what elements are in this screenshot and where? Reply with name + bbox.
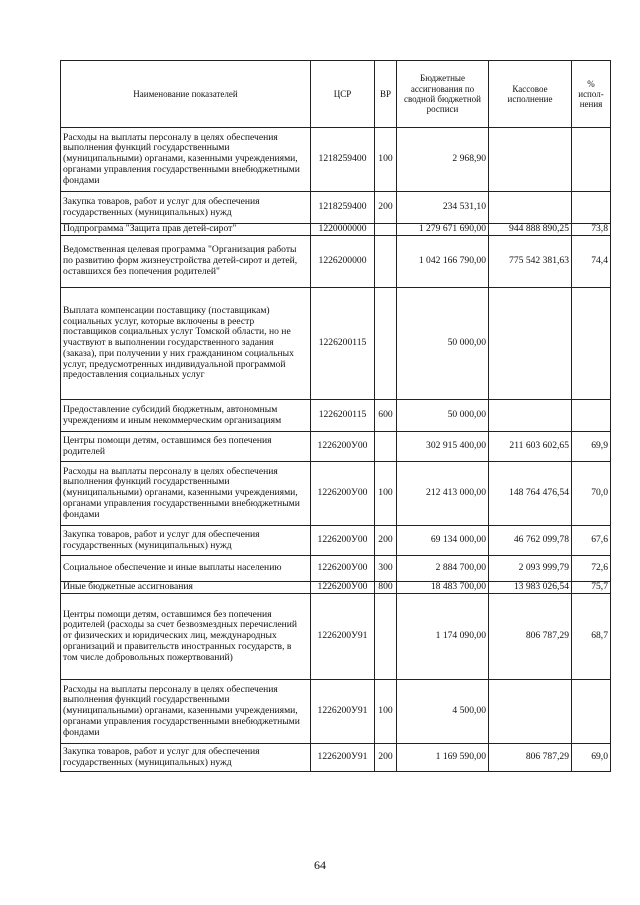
row-cash: 46 762 099,78 — [489, 526, 572, 556]
row-csr: 1218259400 — [311, 192, 375, 224]
row-percent: 67,6 — [572, 526, 611, 556]
row-vr: 100 — [375, 680, 397, 744]
row-vr — [375, 432, 397, 462]
row-vr — [375, 288, 397, 400]
row-cash: 211 603 602,65 — [489, 432, 572, 462]
table-row — [61, 594, 611, 680]
row-allocations: 1 174 090,00 — [397, 594, 489, 680]
row-cash: 775 542 381,63 — [489, 236, 572, 288]
row-percent: 70,0 — [572, 462, 611, 526]
header-csr: ЦСР — [311, 61, 375, 128]
table-row — [61, 224, 611, 236]
row-csr: 1226200000 — [311, 236, 375, 288]
row-allocations: 302 915 400,00 — [397, 432, 489, 462]
row-csr: 1226200У00 — [311, 432, 375, 462]
row-allocations: 212 413 000,00 — [397, 462, 489, 526]
row-csr: 1226200У00 — [311, 582, 375, 594]
row-allocations: 4 500,00 — [397, 680, 489, 744]
row-allocations: 18 483 700,00 — [397, 582, 489, 594]
row-vr: 100 — [375, 462, 397, 526]
row-name: Расходы на выплаты персоналу в целях обеспечения выполнения функций государственными (муниципальными) органами, казенными учреждениями, органами управления государственными внебюджетными фондами — [61, 128, 311, 192]
row-vr: 100 — [375, 128, 397, 192]
table-row — [61, 192, 611, 224]
table-row — [61, 288, 611, 400]
row-allocations: 69 134 000,00 — [397, 526, 489, 556]
row-allocations: 2 968,90 — [397, 128, 489, 192]
row-cash — [489, 680, 572, 744]
table-header-row — [61, 61, 611, 128]
row-csr: 1226200У91 — [311, 744, 375, 772]
row-cash — [489, 400, 572, 432]
row-percent: 68,7 — [572, 594, 611, 680]
table-row — [61, 526, 611, 556]
row-percent: 75,7 — [572, 582, 611, 594]
row-name: Центры помощи детям, оставшимся без попечения родителей (расходы за счет безвозмездных перечислений от физических и юридических лиц, международных организаций и правительств иностранных государств, в том числе добровольных пожертвований) — [61, 594, 311, 680]
page-number: 64 — [314, 858, 326, 872]
row-allocations: 2 884 700,00 — [397, 556, 489, 582]
row-allocations: 1 169 590,00 — [397, 744, 489, 772]
header-vr: ВР — [375, 61, 397, 128]
row-csr: 1226200У00 — [311, 526, 375, 556]
row-vr: 200 — [375, 744, 397, 772]
row-percent: 72,6 — [572, 556, 611, 582]
row-allocations: 50 000,00 — [397, 400, 489, 432]
row-name: Закупка товаров, работ и услуг для обеспечения государственных (муниципальных) нужд — [61, 744, 311, 772]
row-cash — [489, 192, 572, 224]
row-name: Предоставление субсидий бюджетным, автономным учреждениям и иным некоммерческим организациям — [61, 400, 311, 432]
row-csr: 1226200У00 — [311, 462, 375, 526]
row-allocations: 1 279 671 690,00 — [397, 224, 489, 236]
row-percent: 69,9 — [572, 432, 611, 462]
row-name: Расходы на выплаты персоналу в целях обеспечения выполнения функций государственными (муниципальными) органами, казенными учреждениями, органами управления государственными внебюджетными фондами — [61, 462, 311, 526]
row-vr: 800 — [375, 582, 397, 594]
row-cash: 806 787,29 — [489, 744, 572, 772]
row-name: Расходы на выплаты персоналу в целях обеспечения выполнения функций государственными (муниципальными) органами, казенными учреждениями, органами управления государственными внебюджетными фондами — [61, 680, 311, 744]
row-cash: 2 093 999,79 — [489, 556, 572, 582]
row-name: Закупка товаров, работ и услуг для обеспечения государственных (муниципальных) нужд — [61, 526, 311, 556]
header-name: Наименование показателей — [61, 61, 311, 128]
table-row — [61, 462, 611, 526]
row-vr — [375, 236, 397, 288]
header-cash-execution: Кассовое исполнение — [489, 61, 572, 128]
row-cash — [489, 128, 572, 192]
row-csr: 1226200У91 — [311, 680, 375, 744]
row-percent — [572, 680, 611, 744]
row-name: Центры помощи детям, оставшимся без попечения родителей — [61, 432, 311, 462]
row-name: Ведомственная целевая программа "Организация работы по развитию форм жизнеустройства детей-сирот и детей, оставшихся без попечения родителей" — [61, 236, 311, 288]
row-allocations: 50 000,00 — [397, 288, 489, 400]
row-name: Иные бюджетные ассигнования — [61, 582, 311, 594]
row-percent — [572, 400, 611, 432]
table-row — [61, 432, 611, 462]
header-allocations: Бюджетные ассигнования по сводной бюджетной росписи — [397, 61, 489, 128]
row-percent — [572, 288, 611, 400]
row-cash: 148 764 476,54 — [489, 462, 572, 526]
row-vr — [375, 224, 397, 236]
row-vr: 600 — [375, 400, 397, 432]
table-row — [61, 128, 611, 192]
row-name: Закупка товаров, работ и услуг для обеспечения государственных (муниципальных) нужд — [61, 192, 311, 224]
row-csr: 1220000000 — [311, 224, 375, 236]
row-csr: 1226200У00 — [311, 556, 375, 582]
row-csr: 1218259400 — [311, 128, 375, 192]
row-csr: 1226200115 — [311, 400, 375, 432]
row-percent — [572, 192, 611, 224]
row-vr: 300 — [375, 556, 397, 582]
row-vr — [375, 594, 397, 680]
row-csr: 1226200У91 — [311, 594, 375, 680]
row-allocations: 234 531,10 — [397, 192, 489, 224]
row-cash — [489, 288, 572, 400]
budget-execution-table — [60, 60, 611, 772]
table-row — [61, 236, 611, 288]
row-percent: 73,8 — [572, 224, 611, 236]
table-row — [61, 556, 611, 582]
row-allocations: 1 042 166 790,00 — [397, 236, 489, 288]
row-csr: 1226200115 — [311, 288, 375, 400]
table-row — [61, 680, 611, 744]
table-row — [61, 744, 611, 772]
table-row — [61, 582, 611, 594]
table-row — [61, 400, 611, 432]
row-name: Выплата компенсации поставщику (поставщикам) социальных услуг, которые включены в реестр поставщиков социальных услуг Томской области, но не участвуют в выполнении государственного задания (заказа), при получении у них гражданином социальных услуг, предусмотренных индивидуальной программой предоставления социальных услуг — [61, 288, 311, 400]
row-percent — [572, 128, 611, 192]
row-name: Социальное обеспечение и иные выплаты населению — [61, 556, 311, 582]
header-percent: % испол-нения — [572, 61, 611, 128]
row-name: Подпрограмма "Защита прав детей-сирот" — [61, 224, 311, 236]
row-vr: 200 — [375, 192, 397, 224]
row-cash: 806 787,29 — [489, 594, 572, 680]
row-vr: 200 — [375, 526, 397, 556]
row-percent: 69,0 — [572, 744, 611, 772]
row-cash: 944 888 890,25 — [489, 224, 572, 236]
row-percent: 74,4 — [572, 236, 611, 288]
row-cash: 13 983 026,54 — [489, 582, 572, 594]
